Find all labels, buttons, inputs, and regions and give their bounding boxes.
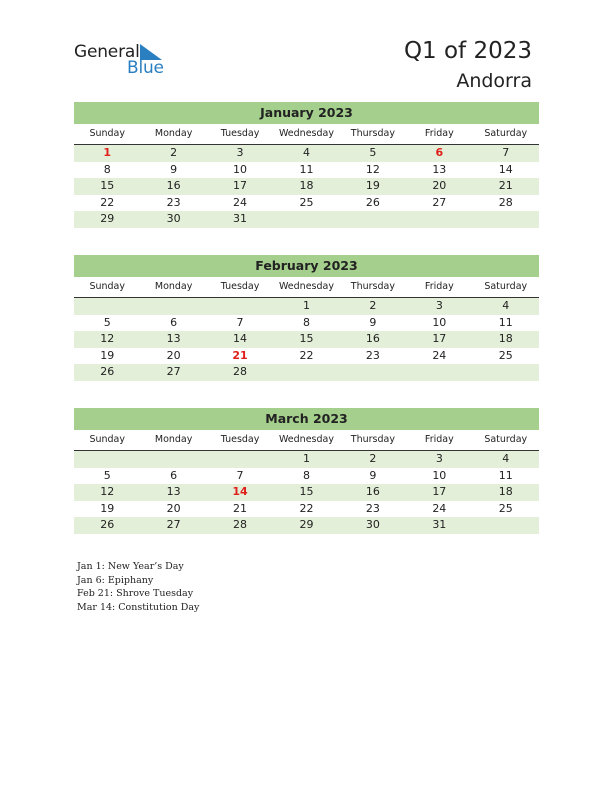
logo-general-text: General — [74, 42, 140, 62]
month-calendar — [74, 255, 539, 381]
month-calendar — [74, 102, 539, 228]
week-row — [74, 468, 539, 485]
day-cell: 5 — [103, 468, 111, 482]
day-cell: 21 — [498, 179, 513, 192]
weekday-label: Saturday — [484, 281, 528, 292]
weekday-label: Thursday — [350, 128, 395, 139]
day-cell: 1 — [302, 299, 310, 312]
week-row — [74, 451, 539, 468]
weekday-label: Monday — [154, 128, 193, 139]
day-cell: 28 — [233, 365, 248, 378]
day-cell: 17 — [432, 332, 447, 345]
day-cell: 28 — [498, 195, 513, 209]
day-cell: 25 — [498, 501, 513, 515]
day-cell: 13 — [166, 485, 181, 498]
weekday-label: Saturday — [484, 128, 528, 139]
weekday-label: Monday — [154, 281, 193, 292]
month-title: March 2023 — [74, 408, 539, 430]
day-cell: 17 — [432, 485, 447, 498]
day-cell — [340, 211, 406, 228]
day-cell: 20 — [166, 348, 181, 362]
day-cell: 30 — [166, 212, 181, 225]
day-cell: 26 — [100, 518, 115, 531]
holiday-note: Feb 21: Shrove Tuesday — [77, 588, 194, 599]
holiday-day-cell: 1 — [103, 146, 112, 159]
day-cell: 4 — [502, 299, 510, 312]
day-cell: 30 — [365, 518, 380, 531]
day-cell: 22 — [299, 348, 314, 362]
week-row — [74, 315, 539, 332]
country-name: Andorra — [456, 70, 532, 92]
day-cell — [473, 211, 539, 228]
day-cell: 8 — [302, 315, 310, 329]
day-cell: 10 — [233, 162, 248, 176]
weekday-label: Wednesday — [278, 434, 334, 445]
day-cell — [74, 298, 140, 315]
weekday-label: Tuesday — [220, 434, 260, 445]
day-cell: 16 — [365, 332, 380, 345]
holiday-day-cell: 14 — [232, 485, 248, 498]
day-cell: 5 — [103, 315, 111, 329]
day-cell: 6 — [170, 468, 178, 482]
week-row — [74, 501, 539, 518]
day-cell: 29 — [100, 212, 115, 225]
day-cell: 21 — [233, 501, 248, 515]
weekday-label: Tuesday — [220, 128, 260, 139]
month-title: January 2023 — [74, 102, 539, 124]
holiday-day-cell: 6 — [435, 146, 444, 159]
day-cell: 13 — [166, 332, 181, 345]
day-cell: 13 — [432, 162, 447, 176]
day-cell: 2 — [369, 299, 377, 312]
week-row — [74, 331, 539, 348]
day-cell: 11 — [299, 162, 314, 176]
generalblue-logo — [74, 42, 174, 78]
day-cell — [140, 451, 206, 468]
day-cell: 19 — [100, 348, 115, 362]
week-row — [74, 517, 539, 534]
day-cell: 18 — [299, 179, 314, 192]
weekday-label: Friday — [424, 281, 454, 292]
day-cell — [473, 364, 539, 381]
day-cell: 17 — [233, 179, 248, 192]
day-cell: 8 — [302, 468, 310, 482]
day-cell: 5 — [369, 146, 377, 159]
day-cell: 4 — [302, 146, 310, 159]
week-row — [74, 178, 539, 195]
week-row — [74, 348, 539, 365]
weekday-label: Monday — [154, 434, 193, 445]
day-cell — [140, 298, 206, 315]
day-cell: 12 — [100, 485, 115, 498]
day-cell — [207, 298, 273, 315]
weekday-label: Friday — [424, 128, 454, 139]
day-cell: 20 — [432, 179, 447, 192]
weekday-header-row — [74, 279, 539, 298]
day-cell: 23 — [365, 348, 380, 362]
day-cell: 24 — [432, 501, 447, 515]
day-cell: 15 — [100, 179, 115, 192]
day-cell: 20 — [166, 501, 181, 515]
day-cell: 22 — [299, 501, 314, 515]
day-cell — [406, 364, 472, 381]
day-cell: 14 — [233, 332, 248, 345]
weekday-label: Sunday — [89, 281, 125, 292]
day-cell: 11 — [498, 468, 513, 482]
weekday-label: Tuesday — [220, 281, 260, 292]
day-cell: 22 — [100, 195, 115, 209]
day-cell: 16 — [166, 179, 181, 192]
holiday-note: Jan 1: New Year’s Day — [77, 561, 184, 572]
weekday-label: Wednesday — [278, 281, 334, 292]
weekday-label: Saturday — [484, 434, 528, 445]
day-cell: 9 — [369, 315, 377, 329]
weekday-header-row — [74, 432, 539, 451]
day-cell: 12 — [100, 332, 115, 345]
day-cell — [406, 211, 472, 228]
month-title: February 2023 — [74, 255, 539, 277]
weekday-label: Thursday — [350, 281, 395, 292]
day-cell: 31 — [432, 518, 447, 531]
day-cell: 19 — [365, 179, 380, 192]
day-cell — [473, 517, 539, 534]
day-cell: 28 — [233, 518, 248, 531]
holiday-note: Mar 14: Constitution Day — [77, 601, 200, 613]
page-title: Q1 of 2023 — [403, 38, 532, 64]
day-cell: 4 — [502, 452, 510, 465]
week-row — [74, 162, 539, 179]
weekday-label: Thursday — [350, 434, 395, 445]
day-cell: 27 — [166, 365, 181, 378]
day-cell: 12 — [365, 162, 380, 176]
day-cell: 24 — [233, 195, 248, 209]
day-cell: 24 — [432, 348, 447, 362]
holiday-notes — [77, 560, 199, 614]
month-calendar — [74, 408, 539, 534]
day-cell: 27 — [432, 195, 447, 209]
weekday-label: Sunday — [89, 434, 125, 445]
day-cell: 2 — [369, 452, 377, 465]
week-row — [74, 364, 539, 381]
day-cell: 1 — [302, 452, 310, 465]
day-cell: 11 — [498, 315, 513, 329]
day-cell — [273, 364, 339, 381]
day-cell — [207, 451, 273, 468]
week-row — [74, 484, 539, 501]
day-cell: 18 — [498, 485, 513, 498]
day-cell: 10 — [432, 468, 447, 482]
day-cell: 3 — [435, 452, 443, 465]
weekday-label: Wednesday — [278, 128, 334, 139]
day-cell: 23 — [166, 195, 181, 209]
day-cell: 18 — [498, 332, 513, 345]
day-cell: 6 — [170, 315, 178, 329]
day-cell: 14 — [498, 162, 513, 176]
day-cell: 25 — [498, 348, 513, 362]
day-cell: 7 — [236, 468, 244, 482]
day-cell: 2 — [170, 146, 178, 159]
day-cell: 15 — [299, 332, 314, 345]
day-cell — [273, 211, 339, 228]
weekday-label: Friday — [424, 434, 454, 445]
day-cell: 7 — [236, 315, 244, 329]
day-cell: 3 — [435, 299, 443, 312]
day-cell: 19 — [100, 501, 115, 515]
day-cell: 3 — [236, 146, 244, 159]
day-cell: 10 — [432, 315, 447, 329]
day-cell: 23 — [365, 501, 380, 515]
day-cell — [340, 364, 406, 381]
logo-blue-text: Blue — [127, 58, 164, 78]
day-cell: 9 — [170, 162, 178, 176]
weekday-header-row — [74, 126, 539, 145]
weekday-label: Sunday — [89, 128, 125, 139]
week-row — [74, 298, 539, 315]
week-row — [74, 211, 539, 228]
day-cell: 27 — [166, 518, 181, 531]
day-cell: 15 — [299, 485, 314, 498]
day-cell: 26 — [100, 365, 115, 378]
day-cell: 25 — [299, 195, 314, 209]
day-cell: 29 — [299, 518, 314, 531]
week-row — [74, 145, 539, 162]
day-cell: 16 — [365, 485, 380, 498]
day-cell: 31 — [233, 212, 248, 225]
day-cell: 7 — [502, 146, 510, 159]
day-cell: 8 — [103, 162, 111, 176]
week-row — [74, 195, 539, 212]
day-cell: 26 — [365, 195, 380, 209]
day-cell — [74, 451, 140, 468]
holiday-note: Jan 6: Epiphany — [77, 574, 154, 586]
holiday-day-cell: 21 — [232, 348, 248, 362]
day-cell: 9 — [369, 468, 377, 482]
